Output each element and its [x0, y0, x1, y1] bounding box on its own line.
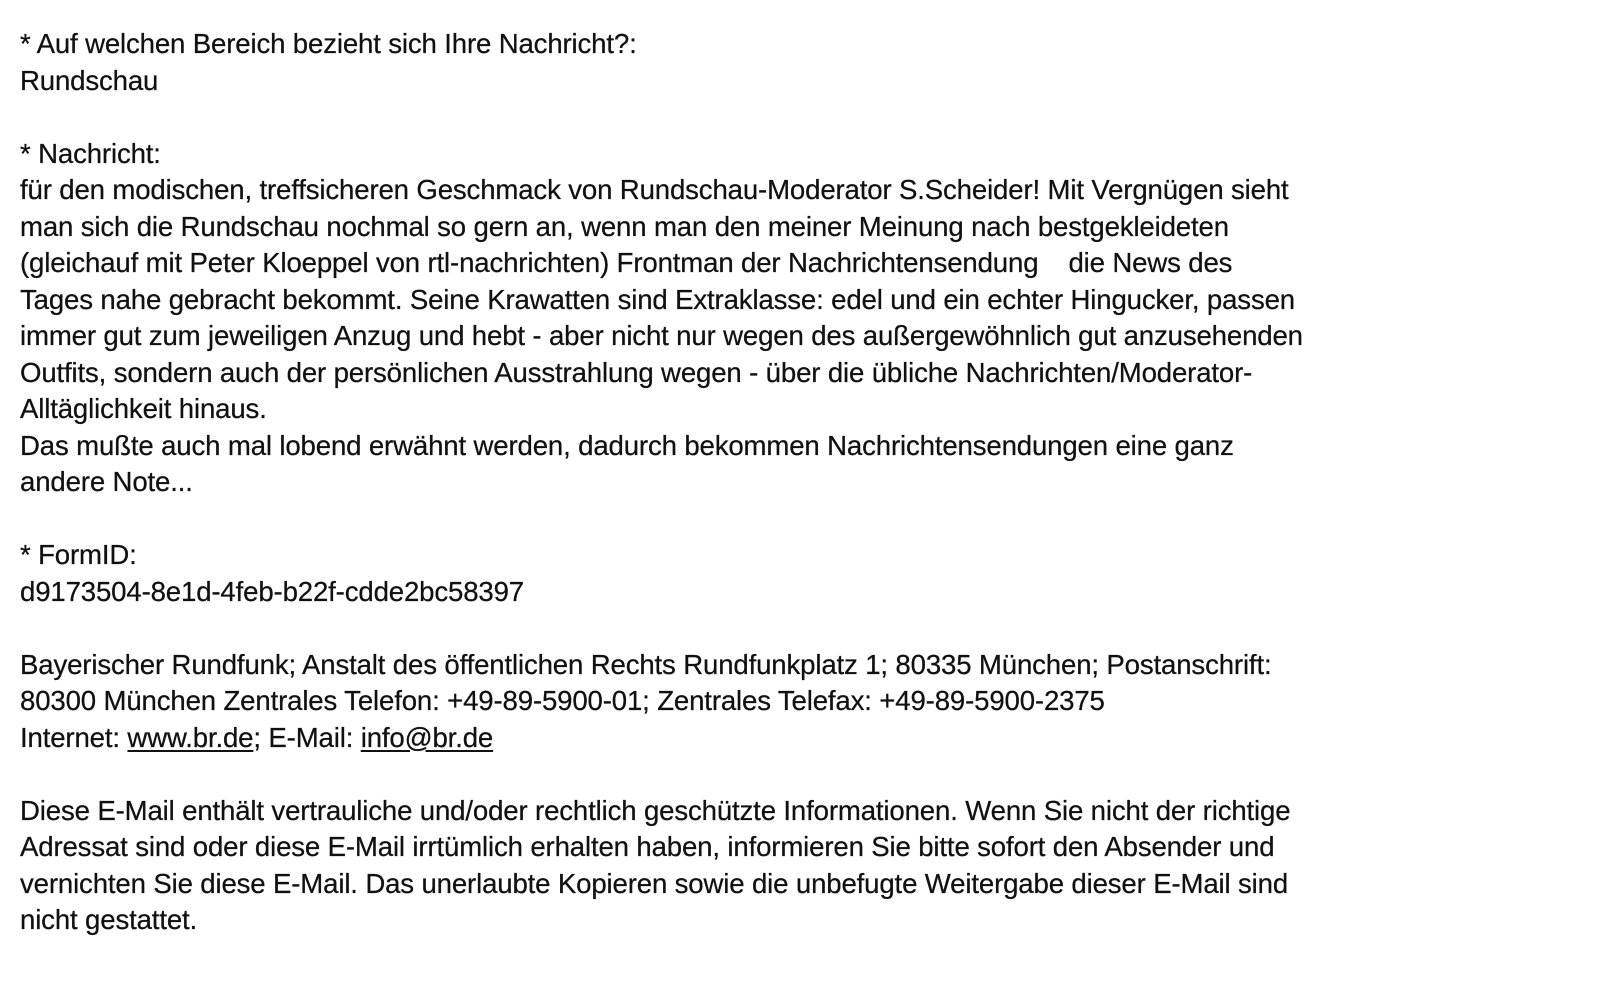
spacer [20, 610, 1580, 647]
spacer [20, 99, 1580, 136]
disclaimer-line: Diese E-Mail enthält vertrauliche und/oder rechtlich geschützte Informationen. Wenn Sie nicht der richtige [20, 794, 1291, 826]
footer-address-line: Bayerischer Rundfunk; Anstalt des öffentlichen Rechts Rundfunkplatz 1; 80335 München; Postanschrift: [20, 648, 1272, 680]
message-line: immer gut zum jeweiligen Anzug und hebt - aber nicht nur wegen des außergewöhnlich gut anzusehenden [20, 320, 1303, 351]
company-footer [20, 647, 1580, 757]
message-line: Tages nahe gebracht bekommt. Seine Krawatten sind Extraklasse: edel und ein echter Hingucker, passen [20, 283, 1295, 315]
footer-contact-line [20, 720, 1580, 757]
disclaimer [20, 793, 1580, 939]
disclaimer-line: Adressat sind oder diese E-Mail irrtümlich erhalten haben, informieren Sie bitte sofort den Absender und [20, 831, 1275, 862]
message-line: Das mußte auch mal lobend erwähnt werden, dadurch bekommen Nachrichtensendungen eine ganz [20, 429, 1234, 461]
spacer [20, 756, 1580, 793]
email-link[interactable]: info@br.de [360, 721, 494, 753]
website-link[interactable]: www.br.de [127, 721, 254, 753]
footer-phone-line: 80300 München Zentrales Telefon: +49-89-5900-01; Zentrales Telefax: +49-89-5900-2375 [20, 685, 1105, 716]
message-text [20, 172, 1580, 501]
message-label: * Nachricht: [20, 137, 161, 169]
message-line: andere Note... [20, 466, 193, 497]
message-line: man sich die Rundschau nochmal so gern an, wenn man den meiner Meinung nach bestgekleideten [20, 210, 1229, 242]
area-label: * Auf welchen Bereich bezieht sich Ihre Nachricht?: [20, 28, 637, 59]
disclaimer-line: vernichten Sie diese E-Mail. Das unerlaubte Kopieren sowie die unbefugte Weitergabe dieser E-Mail sind [20, 867, 1289, 899]
formid-label: * FormID: [20, 539, 137, 570]
spacer [20, 501, 1580, 538]
message-line: für den modischen, treffsicheren Geschmack von Rundschau-Moderator S.Scheider! Mit Vergnügen sieht [20, 174, 1289, 205]
internet-prefix: Internet: [20, 721, 128, 753]
area-value: Rundschau [20, 64, 159, 96]
email-body [20, 26, 1580, 939]
email-prefix: ; E-Mail: [253, 721, 361, 753]
message-line: Outfits, sondern auch der persönlichen Ausstrahlung wegen - über die übliche Nachrichten/Moderator- [20, 356, 1253, 388]
message-line: Alltäglichkeit hinaus. [20, 393, 267, 424]
formid-value: d9173504-8e1d-4feb-b22f-cdde2bc58397 [20, 575, 524, 607]
message-line: (gleichauf mit Peter Kloeppel von rtl-nachrichten) Frontman der Nachrichtensendung die News des [20, 247, 1233, 278]
disclaimer-line: nicht gestattet. [20, 904, 198, 935]
